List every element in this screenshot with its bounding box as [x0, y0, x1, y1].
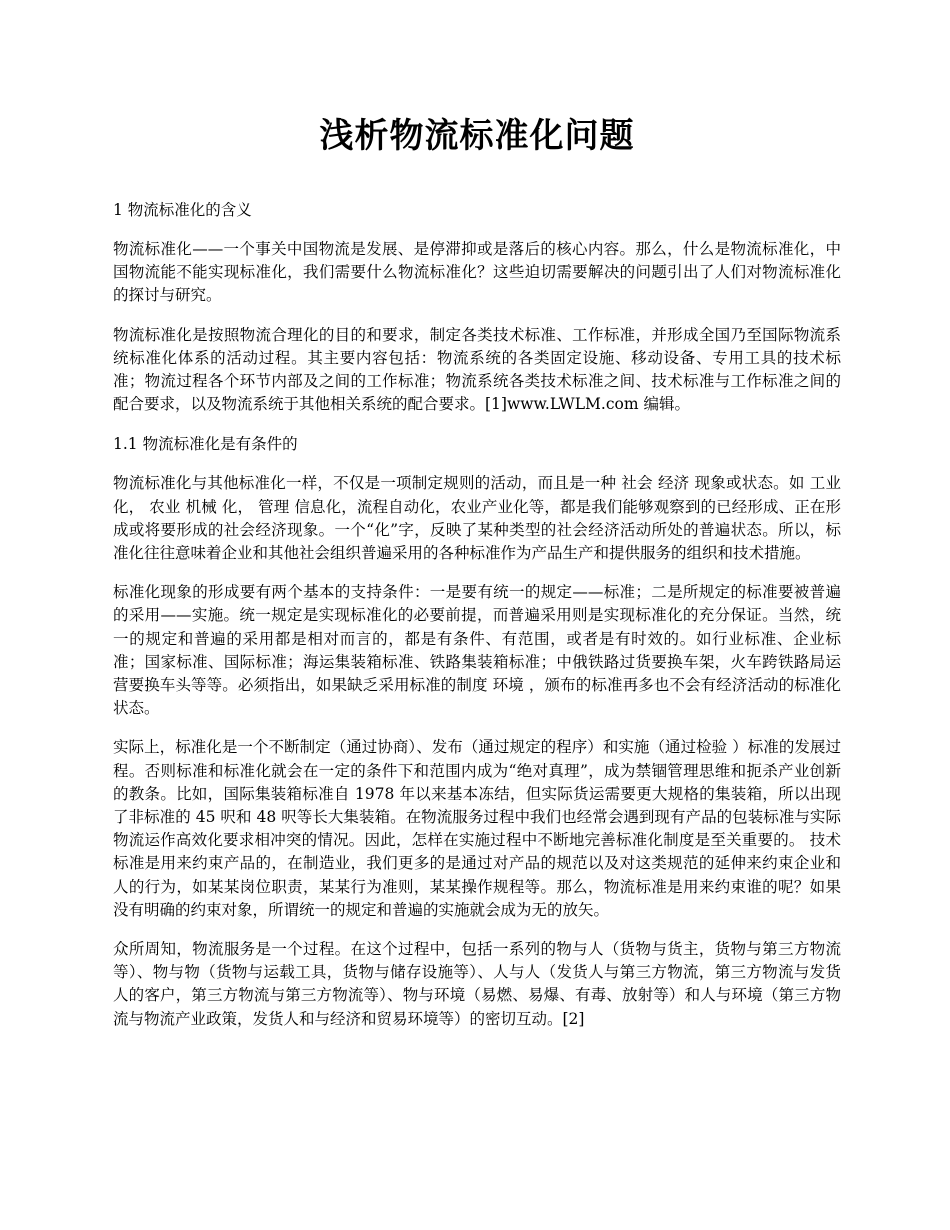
section-heading-1-1: 1.1 物流标准化是有条件的: [113, 435, 298, 454]
document-title: 浅析物流标准化问题: [319, 116, 635, 156]
paragraph: 物流标准化与其他标准化一样，不仅是一项制定规则的活动，而且是一种 社会 经济 现象或状态。如 工业 化， 农业 机械 化， 管理 信息化，流程自动化，农业产业化等，都是我们能够观察到的已经形成、正在形成或将要形成的社会经济现象。一个“化”字，反映了某种类型的社会经济活动所处的普遍状态。所以，标准化往往意味着企业和其他社会组织普遍采用的各种标准作为产品生产和提供服务的组织和技术措施。: [113, 474, 841, 563]
paragraph: 实际上，标准化是一个不断制定（通过协商）、发布（通过规定的程序）和实施（通过检验 ）标准的发展过程。否则标准和标准化就会在一定的条件下和范围内成为“绝对真理”，成为禁锢管理思维和扼杀产业创新的教条。比如，国际集装箱标准自 1978 年以来基本冻结，但实际货运需要更大规格的集装箱，所以出现了非标准的 45 呎和 48 呎等长大集装箱。在物流服务过程中我们也经常会遇到现有产品的包装标准与实际物流运作高效化要求相冲突的情况。因此，怎样在实施过程中不断地完善标准化制度是至关重要的。 技术标准是用来约束产品的，在制造业，我们更多的是通过对产品的规范以及对这类规范的延伸来约束企业和人的行为，如某某岗位职责，某某行为准则，某某操作规程等。那么，物流标准是用来约束谁的呢？如果没有明确的约束对象，所谓统一的规定和普遍的实施就会成为无的放矢。: [113, 738, 841, 919]
document-page: [113, 112, 841, 1047]
paragraph: 标准化现象的形成要有两个基本的支持条件：一是要有统一的规定——标准；二是所规定的标准要被普遍的采用——实施。统一规定是实现标准化的必要前提，而普遍采用则是实现标准化的充分保证。当然，统一的规定和普遍的采用都是相对而言的，都是有条件、有范围，或者是有时效的。如行业标准、企业标准；国家标准、国际标准；海运集装箱标准、铁路集装箱标准；中俄铁路过货要换车架，火车跨铁路局运营要换车头等等。必须指出，如果缺乏采用标准的制度 环境 ，颁布的标准再多也不会有经济活动的标准化状态。: [113, 583, 841, 718]
paragraph: 物流标准化——一个事关中国物流是发展、是停滞抑或是落后的核心内容。那么，什么是物流标准化，中国物流能不能实现标准化，我们需要什么物流标准化？这些迫切需要解决的问题引出了人们对物流标准化的探讨与研究。: [113, 240, 841, 305]
paragraph: 众所周知，物流服务是一个过程。在这个过程中，包括一系列的物与人（货物与货主，货物与第三方物流等）、物与物（货物与运载工具，货物与储存设施等）、人与人（发货人与第三方物流，第三方物流与发货人的客户，第三方物流与第三方物流等）、物与环境（易燃、易爆、有毒、放射等）和人与环境（第三方物流与物流产业政策，发货人和与经济和贸易环境等）的密切互动。[2]: [113, 940, 841, 1028]
paragraph: 物流标准化是按照物流合理化的目的和要求，制定各类技术标准、工作标准，并形成全国乃至国际物流系统标准化体系的活动过程。其主要内容包括：物流系统的各类固定设施、移动设备、专用工具的技术标准；物流过程各个环节内部及之间的工作标准；物流系统各类技术标准之间、技术标准与工作标准之间的配合要求，以及物流系统于其他相关系统的配合要求。[1]www.LWLM.com 编辑。: [113, 325, 841, 414]
section-heading-1: 1 物流标准化的含义: [113, 201, 252, 219]
